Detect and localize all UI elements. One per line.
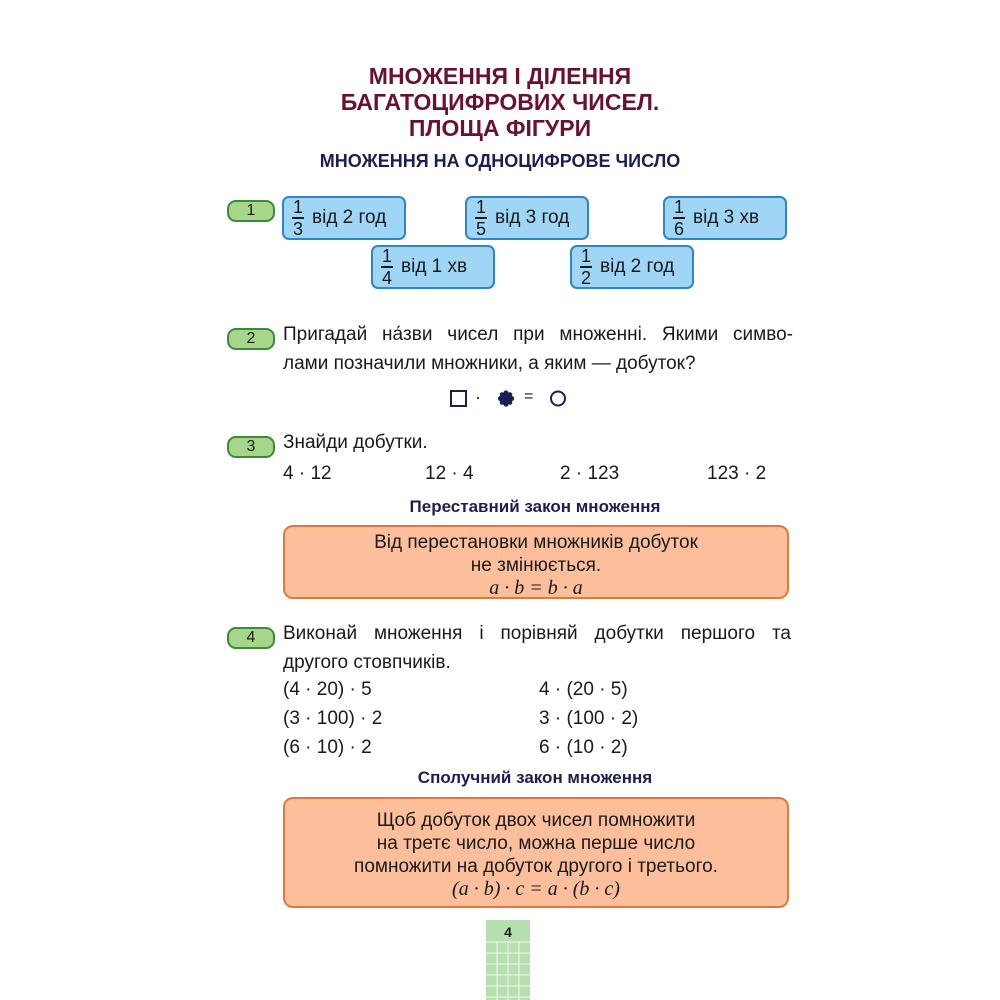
- dot-operator: ·: [475, 387, 481, 407]
- title-line-2: БАГАТОЦИФРОВИХ ЧИСЕЛ.: [340, 89, 660, 115]
- rule-line: на третє число, можна перше число: [376, 833, 696, 854]
- task-text-line: другого стовпчиків.: [283, 652, 451, 673]
- equals-sign: =: [524, 388, 534, 405]
- rule-formula: (a · b) · c = a · (b · c): [452, 878, 620, 900]
- task-text-line: лами позначили множники, а яким — добуток?: [283, 353, 696, 374]
- expression: (6 · 10) · 2: [283, 737, 372, 758]
- fraction-numerator: 1: [673, 197, 684, 217]
- fraction-numerator: 1: [292, 197, 303, 217]
- fraction-denominator: 3: [292, 219, 303, 239]
- title-line-1: МНОЖЕННЯ І ДІЛЕННЯ: [368, 63, 632, 89]
- expression: 4 · 12: [283, 463, 332, 484]
- fraction-text: від 1 хв: [401, 256, 468, 277]
- expression: 2 · 123: [560, 463, 620, 484]
- law-title: Сполучний закон множення: [417, 768, 653, 787]
- law-title: Переставний закон множення: [409, 497, 661, 516]
- fraction: [475, 198, 487, 238]
- circle-icon: [551, 392, 565, 406]
- square-icon: [451, 391, 466, 406]
- flower-icon: [498, 390, 514, 406]
- task-number-badge: 2: [227, 328, 275, 350]
- fraction-box: [570, 245, 694, 289]
- expression: 6 · (10 · 2): [539, 737, 628, 758]
- fraction-numerator: 1: [475, 197, 486, 217]
- symbol-equation-graphic: [450, 389, 570, 409]
- task-text: [283, 320, 793, 378]
- page-title: [0, 63, 1000, 141]
- fraction-denominator: 4: [381, 268, 392, 288]
- fraction: [292, 198, 304, 238]
- fraction-box: [371, 245, 495, 289]
- fraction: [673, 198, 685, 238]
- fraction-denominator: 6: [673, 219, 684, 239]
- fraction: [580, 247, 592, 287]
- title-line-3: ПЛОЩА ФІГУРИ: [408, 115, 592, 141]
- fraction-text: від 2 год: [312, 207, 387, 228]
- expression: (4 · 20) · 5: [283, 679, 372, 700]
- fraction-text: від 3 хв: [693, 207, 760, 228]
- fraction-denominator: 2: [580, 268, 591, 288]
- rule-line: Від перестановки множників добуток: [374, 532, 698, 553]
- page-number-tab: [486, 920, 530, 1000]
- expression: 123 · 2: [707, 463, 767, 484]
- left-column: [283, 675, 382, 762]
- fraction: [381, 247, 393, 287]
- fraction-text: від 2 год: [600, 256, 675, 277]
- task-text-line: Пригадай на́зви чисел при множенні. Якими симво-: [283, 324, 793, 345]
- task-number-badge: 1: [227, 200, 275, 222]
- task-number-badge: 3: [227, 436, 275, 458]
- expression: 12 · 4: [425, 463, 474, 484]
- expression: 4 · (20 · 5): [539, 679, 628, 700]
- rule-box: [283, 797, 789, 908]
- fraction-box: [663, 196, 787, 240]
- expression: 3 · (100 · 2): [539, 708, 639, 729]
- rule-formula: a · b = b · a: [489, 577, 583, 599]
- rule-line: не змінюється.: [470, 555, 602, 576]
- page-number: 4: [504, 924, 512, 940]
- fraction-numerator: 1: [381, 246, 392, 266]
- task-instruction: Знайди добутки.: [283, 432, 428, 453]
- fraction-denominator: 5: [475, 219, 486, 239]
- fraction-box: [282, 196, 406, 240]
- rule-box: [283, 525, 789, 599]
- task-number-badge: 4: [227, 627, 275, 649]
- fraction-text: від 3 год: [495, 207, 570, 228]
- rule-line: Щоб добуток двох чисел помножити: [376, 810, 696, 831]
- section-subtitle: МНОЖЕННЯ НА ОДНОЦИФРОВЕ ЧИСЛО: [319, 151, 681, 171]
- fraction-numerator: 1: [580, 246, 591, 266]
- task-text: [283, 619, 791, 677]
- rule-line: помножити на добуток другого і третього.: [354, 856, 718, 877]
- task-text-line: Виконай множення і порівняй добутки першого та: [283, 623, 791, 644]
- expression: (3 · 100) · 2: [283, 708, 383, 729]
- fraction-box: [465, 196, 589, 240]
- right-column: [539, 675, 638, 762]
- symbol-equation: [450, 389, 570, 409]
